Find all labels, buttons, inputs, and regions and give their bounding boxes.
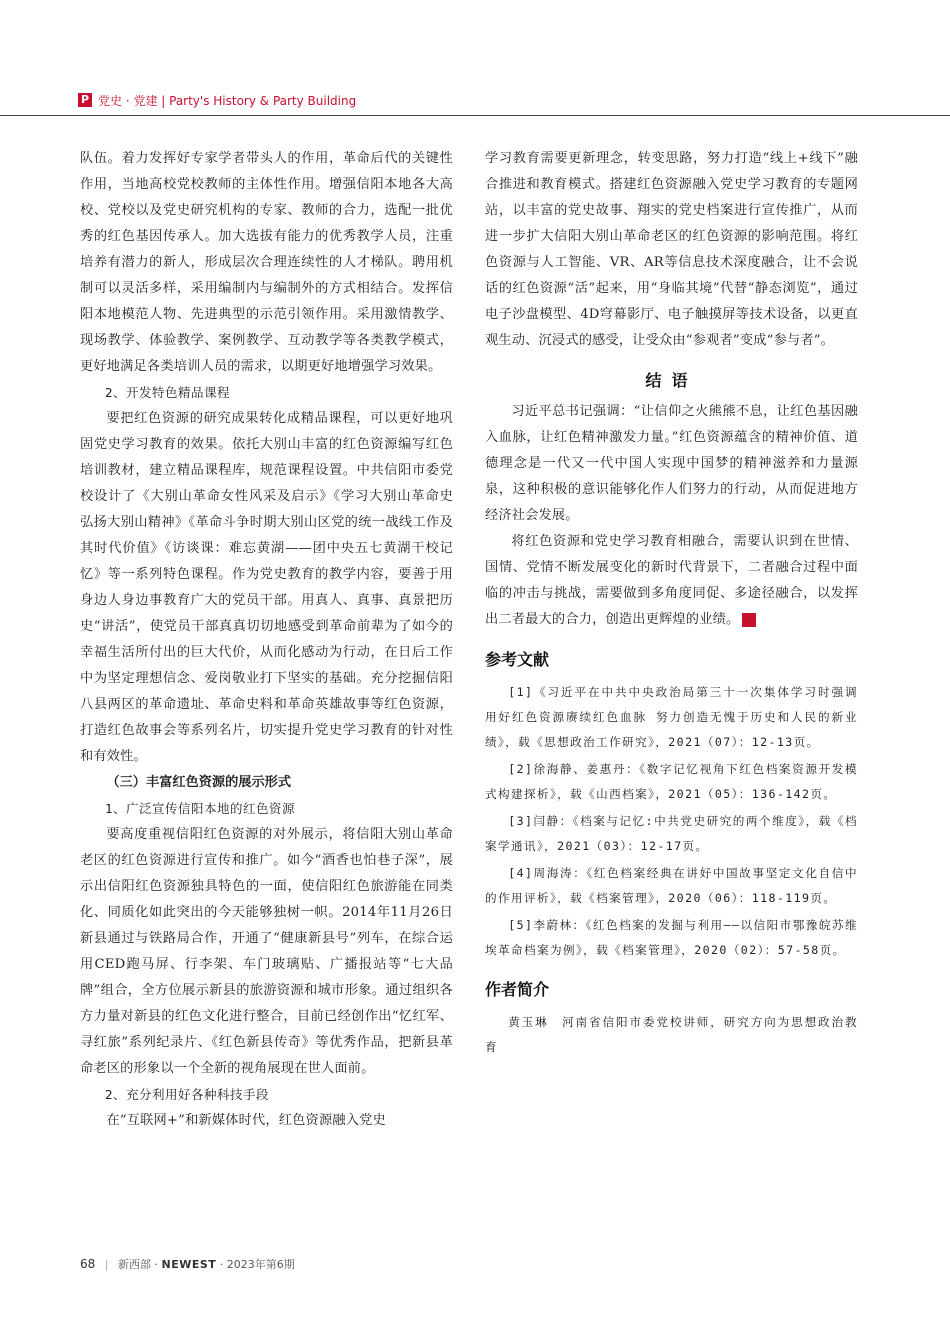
end-mark-icon: 蓝 [742,613,756,627]
body-paragraph: 习近平总书记强调：“让信仰之火熊熊不息，让红色基因融入血脉，让红色精神激发力量。”红色资源蕴含的精神价值、道德理念是一代又一代中国人实现中国梦的精神滋养和力量源泉，这种积极的意识能够化作人们努力的行动，从而促进地方经济社会发展。 [485,404,858,523]
author-bio: 黄玉琳 河南省信阳市委党校讲师，研究方向为思想政治教育 [485,1015,858,1054]
body-text: 将红色资源和党史学习教育相融合，需要认识到在世情、国情、党情不断发展变化的新时代背景下，二者融合过程中面临的冲击与挑战，需要做到多角度同促、多途径融合，以发挥出二者最大的合力，创造出更辉煌的业绩。 [485,534,858,627]
page-footer [80,1256,295,1272]
party-logo-icon: P [78,93,92,107]
left-column [80,146,467,1134]
page-header [0,86,950,116]
journal-name: 新西部 · [118,1258,158,1271]
subheading: 2、开发特色精品课程 [105,385,231,400]
right-column [485,146,858,1062]
reference-item: [2]徐海静、姜惠丹：《数字记忆视角下红色档案资源开发模式构建探析》，载《山西档案》，2021（05）：136-142页。 [485,762,858,801]
reference-item: [1]《习近平在中共中央政治局第三十一次集体学习时强调 用好红色资源赓续红色血脉 努力创造无愧于历史和人民的新业绩》，载《思想政治工作研究》，2021（07）：12-13页。 [485,685,858,749]
body-paragraph: 要高度重视信阳红色资源的对外展示，将信阳大别山革命老区的红色资源进行宣传和推广。如今“酒香也怕巷子深”，展示出信阳红色资源独具特色的一面，使信阳红色旅游能在同类化、同质化如此突出的今天能够独树一帜。2014年11月26日新县通过与铁路局合作，开通了“健康新县号”列车，在综合运用CED跑马屏、行李架、车门玻璃贴、广播报站等“七大品牌”组合，全方位展示新县的旅游资源和城市形象。通过组织各方力量对新县的红色文化进行整合，目前已经创作出“忆红军、寻红旅”系列纪录片、《红色新县传奇》等优秀作品，把新县革命老区的形象以一个全新的视角展现在世人面前。 [80,827,453,1076]
conclusion-heading: 结语 [645,371,698,390]
reference-item: [4]周海涛：《红色档案经典在讲好中国故事坚定文化自信中的作用评析》，载《档案管理》，2020（06）：118-119页。 [485,866,858,905]
references-heading: 参考文献 [485,650,550,669]
section-title: 党史 · 党建 | Party's History & Party Building [98,94,357,108]
body-paragraph: 在“互联网+”和新媒体时代，红色资源融入党史 [106,1113,386,1128]
page-number: 68 [80,1257,96,1271]
body-paragraph [485,529,858,633]
footer-separator: | [104,1258,109,1271]
body-paragraph: 要把红色资源的研究成果转化成精品课程，可以更好地巩固党史学习教育的效果。依托大别山丰富的红色资源编写红色培训教材，建立精品课程库，规范课程设置。中共信阳市委党校设计了《大别山革命女性风采及启示》《学习大别山革命史 弘扬大别山精神》《革命斗争时期大别山区党的统一战线工作及其时代价值》《访谈课：难忘黄湖——团中央五七黄湖干校记忆》等一系列特色课程。作为党史教育的教学内容，要善于用身边人身边事教育广大的党员干部。用真人、真事、真景把历史“讲活”，使党员干部真真切切地感受到革命前辈为了如今的幸福生活所付出的巨大代价，从而化感动为行动，在日后工作中为坚定理想信念、爱岗敬业打下坚实的基础。充分挖掘信阳八县两区的革命遗址、革命史料和革命英雄故事等红色资源，打造红色故事会等系列名片，切实提升党史学习教育的针对性和有效性。 [80,411,467,764]
subheading: 2、充分利用好各种科技手段 [105,1087,270,1102]
section-heading: （三）丰富红色资源的展示形式 [106,775,292,790]
subheading: 1、广泛宣传信阳本地的红色资源 [105,801,296,816]
reference-item: [5]李蔚林：《红色档案的发掘与利用——以信阳市鄂豫皖苏维埃革命档案为例》，载《档案管理》，2020（02）：57-58页。 [485,918,858,957]
journal-brand: NEWEST [161,1258,217,1271]
header-rule [0,115,950,116]
body-paragraph: 队伍。着力发挥好专家学者带头人的作用，革命后代的关键性作用，当地高校党校教师的主体性作用。增强信阳本地各大高校、党校以及党史研究机构的专家、教师的合力，选配一批优秀的红色基因传承人。加大选拔有能力的优秀教学人员，注重培养有潜力的新人，形成层次合理连续性的人才梯队。聘用机制可以灵活多样，采用编制内与编制外的方式相结合。发挥信阳本地模范人物、先进典型的示范引领作用。采用激情教学、现场教学、体验教学、案例教学、互动教学等各类教学模式，更好地满足各类培训人员的需求，以期更好地增强学习效果。 [80,151,453,374]
reference-item: [3]闫静：《档案与记忆:中共党史研究的两个维度》，载《档案学通讯》，2021（03）：12-17页。 [485,814,858,853]
issue-label: · 2023年第6期 [219,1258,295,1271]
body-paragraph: 学习教育需要更新理念，转变思路，努力打造“线上+线下”融合推进和教育模式。搭建红色资源融入党史学习教育的专题网站，以丰富的党史故事、翔实的党史档案进行宣传推广，从而进一步扩大信阳大别山革命老区的红色资源的影响范围。将红色资源与人工智能、VR、AR等信息技术深度融合，让不会说话的红色资源“活”起来，用“身临其境”代替“静态浏览”，通过电子沙盘模型、4D穹幕影厅、电子触摸屏等技术设备，以更直观生动、沉浸式的感受，让受众由“参观者”变成“参与者”。 [485,151,858,348]
author-heading: 作者简介 [485,980,550,999]
